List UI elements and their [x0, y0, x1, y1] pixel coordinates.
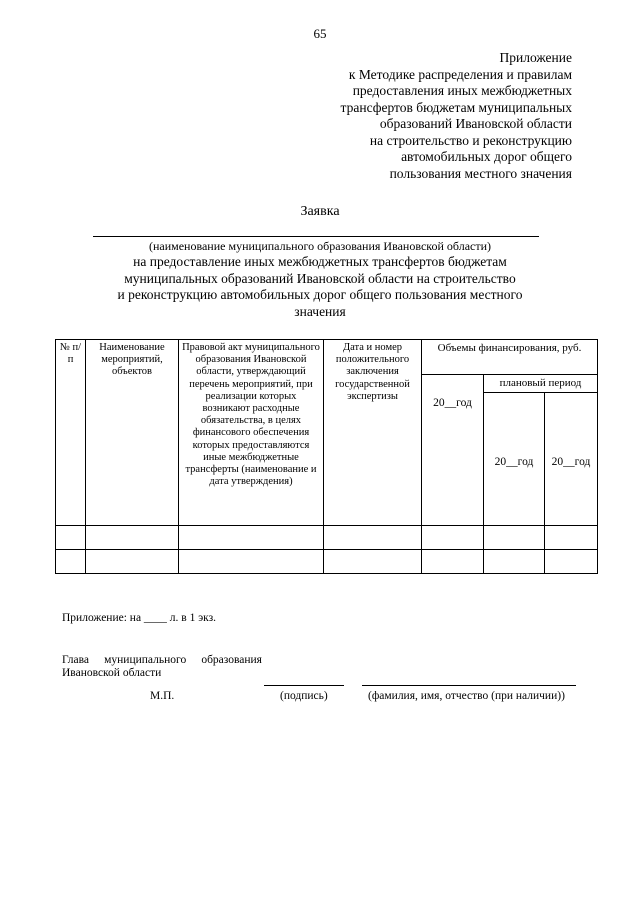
municipality-name-line	[93, 236, 539, 237]
table-cell[interactable]	[179, 526, 324, 550]
head-title-line1	[62, 654, 262, 666]
full-name-line	[362, 685, 576, 686]
municipality-hint: (наименование муниципального образования Ивановской области)	[148, 239, 492, 253]
appendix-line: предоставления иных межбюджетных	[352, 83, 572, 98]
table-cell[interactable]	[86, 550, 179, 574]
header-num: № п/п	[56, 340, 86, 526]
table-cell[interactable]	[86, 526, 179, 550]
attachment-note: Приложение: на ____ л. в 1 экз.	[62, 612, 217, 624]
header-year-plan-2: 20__год	[545, 393, 598, 526]
table-cell[interactable]	[56, 550, 86, 574]
table-cell[interactable]	[422, 550, 484, 574]
full-name-label: (фамилия, имя, отчество (при наличии))	[368, 690, 565, 702]
signature-line	[264, 685, 344, 686]
purpose-line: муниципальных образований Ивановской области на строительство	[124, 270, 516, 286]
head-title-line2: Ивановской области	[62, 667, 162, 679]
head-word: образования	[201, 654, 262, 666]
page-number: 65	[313, 26, 327, 41]
form-title: Заявка	[300, 204, 340, 219]
table-row	[56, 550, 598, 574]
header-legal-act: Правовой акт муниципального образования Ивановской области, утверждающий перечень мероприятий, при реализации которых возникают расходные обязательства, в целях финансового обеспечения которых предоставляются иные межбюджетные трансферты (наименование и дата утверждения)	[179, 340, 324, 526]
table-cell[interactable]	[484, 550, 545, 574]
appendix-line: пользования местного значения	[389, 165, 572, 181]
table-cell[interactable]	[56, 526, 86, 550]
table-cell[interactable]	[179, 550, 324, 574]
header-year-plan-1: 20__год	[484, 393, 545, 526]
table-cell[interactable]	[324, 550, 422, 574]
application-table	[55, 339, 598, 574]
purpose-line: значения	[294, 303, 346, 319]
form-purpose	[70, 254, 570, 320]
purpose-line: на предоставление иных межбюджетных трансфертов бюджетам	[133, 254, 507, 269]
table-row	[56, 526, 598, 550]
header-planning-period: плановый период	[484, 375, 598, 393]
head-word: муниципального	[104, 654, 187, 666]
table-cell[interactable]	[484, 526, 545, 550]
header-funding: Объемы финансирования, руб.	[422, 340, 598, 375]
appendix-line: трансфертов бюджетам муниципальных	[340, 99, 572, 115]
header-name: Наименование мероприятий, объектов	[86, 340, 179, 526]
appendix-header	[242, 50, 572, 182]
table-cell[interactable]	[545, 550, 598, 574]
appendix-line: образований Ивановской области	[379, 116, 572, 131]
appendix-title: Приложение	[499, 50, 572, 65]
table-cell[interactable]	[324, 526, 422, 550]
header-expertise: Дата и номер положительного заключения государственной экспертизы	[324, 340, 422, 526]
head-word: Глава	[62, 654, 90, 666]
stamp-place-label: М.П.	[150, 690, 175, 702]
purpose-line: и реконструкцию автомобильных дорог общего пользования местного	[117, 287, 523, 302]
header-year-current: 20__год	[422, 375, 484, 526]
appendix-line: на строительство и реконструкцию	[369, 132, 572, 148]
appendix-line: к Методике распределения и правилам	[348, 66, 572, 82]
signature-label: (подпись)	[280, 690, 328, 702]
appendix-line: автомобильных дорог общего	[401, 149, 572, 164]
table-cell[interactable]	[422, 526, 484, 550]
table-cell[interactable]	[545, 526, 598, 550]
